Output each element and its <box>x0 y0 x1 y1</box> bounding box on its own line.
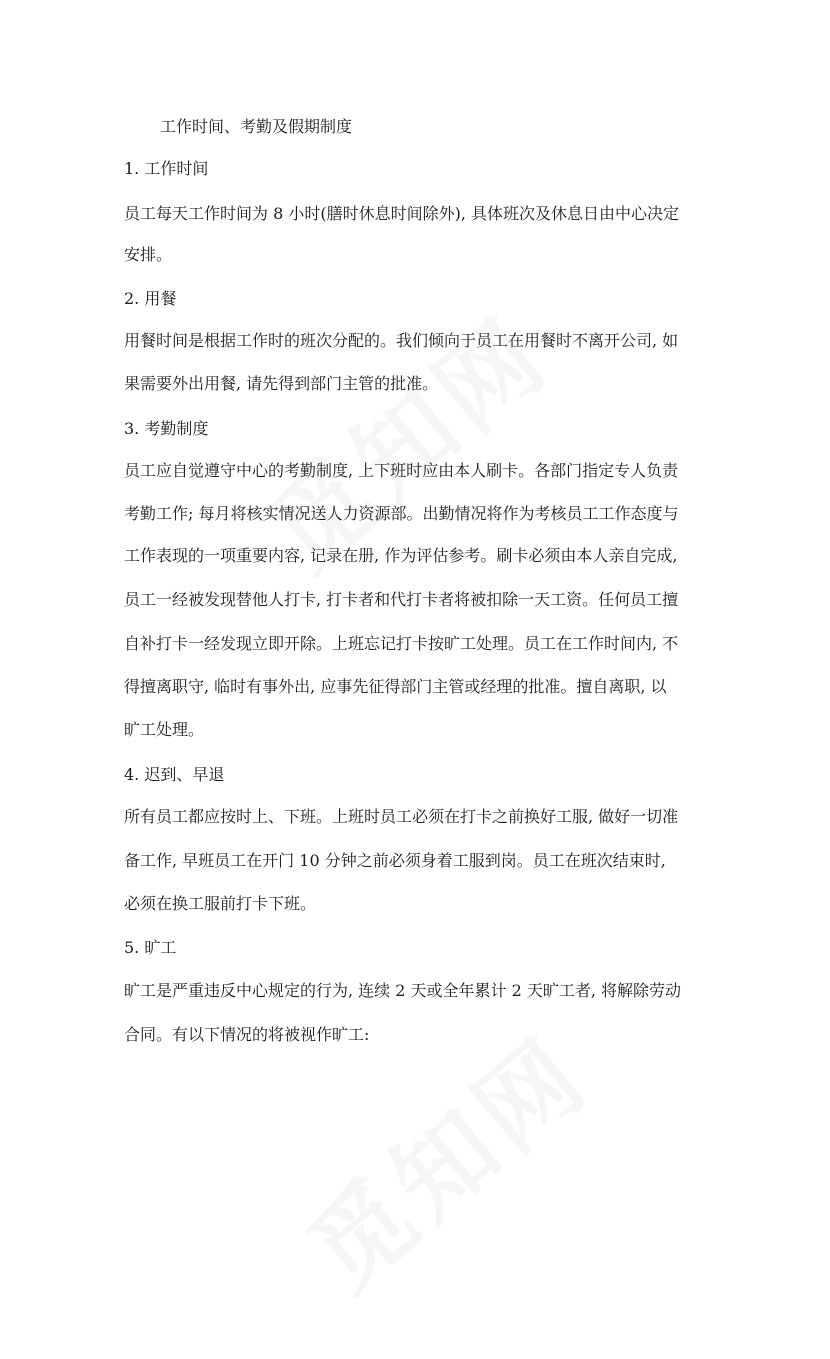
paragraph-line: 考勤工作; 每月将核实情况送人力资源部。出勤情况将作为考核员工工作态度与 <box>124 504 679 523</box>
paragraph-line: 果需要外出用餐, 请先得到部门主管的批准。 <box>124 374 439 393</box>
section-heading: 2. 用餐 <box>124 289 177 308</box>
section-heading: 4. 迟到、早退 <box>124 765 225 784</box>
paragraph-line: 安排。 <box>124 245 173 264</box>
section-heading: 3. 考勤制度 <box>124 419 209 438</box>
paragraph-line: 合同。有以下情况的将被视作旷工: <box>124 1025 370 1044</box>
paragraph-line: 用餐时间是根据工作时的班次分配的。我们倾向于员工在用餐时不离开公司, 如 <box>124 331 679 350</box>
paragraph-line: 必须在换工服前打卡下班。 <box>124 894 317 913</box>
document-title: 工作时间、考勤及假期制度 <box>160 117 353 136</box>
paragraph-line: 旷工是严重违反中心规定的行为, 连续 2 天或全年累计 2 天旷工者, 将解除劳动 <box>124 981 682 1000</box>
paragraph-line: 员工应自觉遵守中心的考勤制度, 上下班时应由本人刷卡。各部门指定专人负责 <box>124 461 679 480</box>
paragraph-line: 旷工处理。 <box>124 720 205 739</box>
paragraph-line: 所有员工都应按时上、下班。上班时员工必须在打卡之前换好工服, 做好一切准 <box>124 807 679 826</box>
paragraph-line: 备工作, 早班员工在开门 10 分钟之前必须身着工服到岗。员工在班次结束时, <box>124 851 666 870</box>
paragraph-line: 得擅离职守, 临时有事外出, 应事先征得部门主管或经理的批准。擅自离职, 以 <box>124 677 667 696</box>
paragraph-line: 员工一经被发现替他人打卡, 打卡者和代打卡者将被扣除一天工资。任何员工擅 <box>124 590 679 609</box>
paragraph-line: 员工每天工作时间为 8 小时(膳时休息时间除外), 具体班次及休息日由中心决定 <box>124 204 680 223</box>
paragraph-line: 工作表现的一项重要内容, 记录在册, 作为评估参考。刷卡必须由本人亲自完成, <box>124 546 678 565</box>
watermark <box>273 1001 647 1359</box>
section-heading: 1. 工作时间 <box>124 159 209 178</box>
section-heading: 5. 旷工 <box>124 938 177 957</box>
paragraph-line: 自补打卡一经发现立即开除。上班忘记打卡按旷工处理。员工在工作时间内, 不 <box>124 634 679 653</box>
